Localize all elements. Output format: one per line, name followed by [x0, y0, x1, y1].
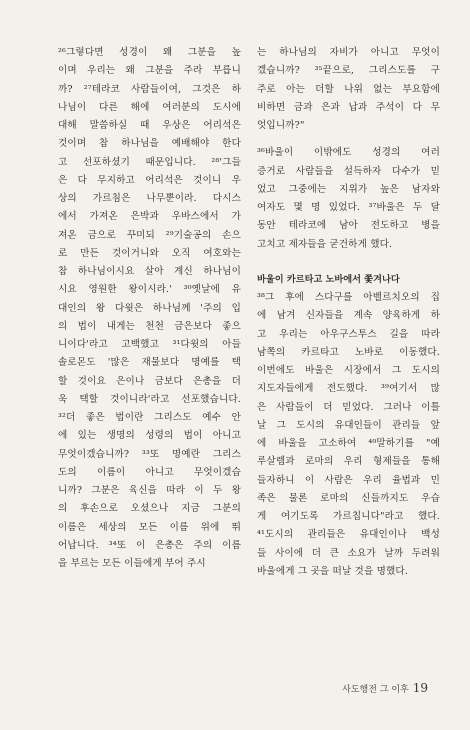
- text-line: ³⁸그 후에 스다구를 아벨르치오의 집: [257, 292, 440, 303]
- text-line: 이번에도 바울은 시장에서 그 도시의: [257, 365, 440, 376]
- page-number: 19: [412, 681, 428, 695]
- text-line: 도의 이름이 아니고 무엇이겠습: [58, 466, 241, 478]
- text-line: 고치고 제자들을 굳건하게 했다.: [257, 238, 393, 250]
- text-line: 고 우리는 아우구스투스 길을 따라: [257, 328, 440, 340]
- section-heading: 바울이 카르타고 노바에서 쫓겨나다: [257, 273, 400, 285]
- text-line: 을 부르는 모든 이들에게 부어 주시: [58, 558, 206, 569]
- text-line: 무엇이겠습니까? ³³또 명예란 그리스: [58, 448, 241, 460]
- left-column: [58, 44, 241, 573]
- text-line: 은 다 무지하고 어리석은 것이니 우: [58, 174, 241, 186]
- text-line: 비하면 금과 은과 납과 주석이 다 무: [257, 101, 440, 113]
- text-line: 이며 우리는 왜 그분을 주라 부릅니: [58, 65, 241, 77]
- text-line: 상의 가르침은 나무뿐이라. 다시스: [58, 193, 241, 204]
- text-line: 니까? 그분은 육신을 따라 이 두 왕: [58, 485, 241, 496]
- text-line: 족은 물론 로마의 신들까지도 우습: [257, 492, 440, 504]
- text-line: ⁴¹도시의 관리들은 유대인이나 백성: [257, 529, 440, 541]
- text-line: 게 여기도록 가르칩니다"라고 했다.: [257, 511, 440, 522]
- text-line: 은 사람들이 더 믿었다. 그러나 이틀: [257, 401, 440, 413]
- text-line: 로 만든 것이거니와 오직 여호와는: [58, 247, 241, 259]
- paragraph-36: [257, 144, 440, 254]
- text-line: 는 하나님의 자비가 아니고 무엇이: [257, 47, 440, 58]
- text-line: 시요 영원한 왕이시라.' ³⁰옛날에 유: [58, 284, 241, 296]
- text-line: 까? ²⁷테라코 사람들이여, 그것은 하: [58, 83, 241, 95]
- text-line: 것이며 참 하나님을 예배해야 한다: [58, 138, 241, 150]
- text-line: 에 남겨 신자들을 계속 양육하게 하: [257, 310, 440, 322]
- text-line: 대해 말씀하실 때 우상은 어리석은: [58, 120, 241, 131]
- text-line: 증거로 사람들을 설득하자 다수가 믿: [257, 165, 440, 177]
- text-line: 이름은 세상의 모든 이름 위에 뛰: [58, 521, 241, 533]
- text-line: 었고 그중에는 지위가 높은 남자와: [257, 183, 440, 195]
- right-column: [257, 44, 440, 581]
- text-line: 동안 테라코에 남아 전도하고 병을: [257, 220, 440, 232]
- text-line: 니이다'라고 고백했고 ³¹다윗의 아들: [58, 339, 241, 350]
- text-line: 루살렘과 로마의 우리 형제들을 통해: [257, 456, 440, 468]
- text-line: 지도자들에게 전도했다. ³⁹여기서 많: [257, 383, 440, 395]
- text-line: 에 바울을 고소하여 ⁴⁰말하기를 "예: [257, 438, 440, 449]
- text-line: 나님이 다른 해에 여러분의 도시에: [58, 101, 241, 113]
- text-line: 주로 아는 더할 나위 없는 부요함에: [257, 83, 440, 95]
- text-line: 들자하니 이 사람은 우리 율법과 민: [257, 474, 440, 486]
- text-line: ³⁶바울이 이밖에도 성경의 여러: [257, 147, 440, 159]
- text-line: 의 법이 내게는 천천 금은보다 좋으: [58, 320, 241, 332]
- text-line: 엇입니까?": [257, 120, 305, 131]
- text-line: 남쪽의 카르타고 노바로 이동했다.: [257, 346, 440, 358]
- text-line: 의 후손으로 오셨으나 지금 그분의: [58, 503, 241, 515]
- text-line: 져온 금으로 꾸미되 ²⁹기술공의 손으: [58, 229, 241, 241]
- text-line: 에 있는 생명의 성령의 법이 아니고: [58, 430, 241, 442]
- text-line: 고 선포하셨기 때문입니다. ²⁸'그들: [58, 156, 241, 168]
- text-line: 욱 택할 것이니라'라고 선포했습니다.: [58, 393, 241, 405]
- text-line: ³²더 좋은 법이란 그리스도 예수 안: [58, 412, 241, 423]
- text-line: 대인의 왕 다윗은 하나님께 '주의 입: [58, 302, 241, 314]
- text-line: 여자도 몇 명 있었다. ³⁷바울은 두 달: [257, 202, 440, 213]
- text-line: 에서 가져온 은박과 우바스에서 가: [58, 211, 241, 223]
- text-line: 바울에게 그 곳을 떠날 것을 명했다.: [257, 565, 409, 577]
- page-footer: [342, 681, 428, 695]
- text-line: 겠습니까? ³⁵끝으로, 그리스도를 구: [257, 65, 440, 77]
- running-title: 사도행전 그 이후: [342, 685, 409, 695]
- text-line: 날 그 도시의 유대인들이 관리들 앞: [257, 419, 440, 431]
- text-line: 솔로몬도 '많은 재물보다 명예를 택: [58, 357, 241, 369]
- text-line: 참 하나님이시요 살아 계신 하나님이: [58, 266, 241, 277]
- paragraph-35: [257, 44, 440, 135]
- text-line: 할 것이요 은이나 금보다 은총을 더: [58, 375, 241, 387]
- text-line: 들 사이에 더 큰 소요가 날까 두려워: [257, 547, 440, 559]
- text-line: ²⁶그렇다면 성경이 왜 그분을 높: [58, 47, 241, 58]
- paragraph-38: [257, 289, 440, 581]
- text-line: 어납니다. ³⁴또 이 은총은 주의 이름: [58, 539, 241, 551]
